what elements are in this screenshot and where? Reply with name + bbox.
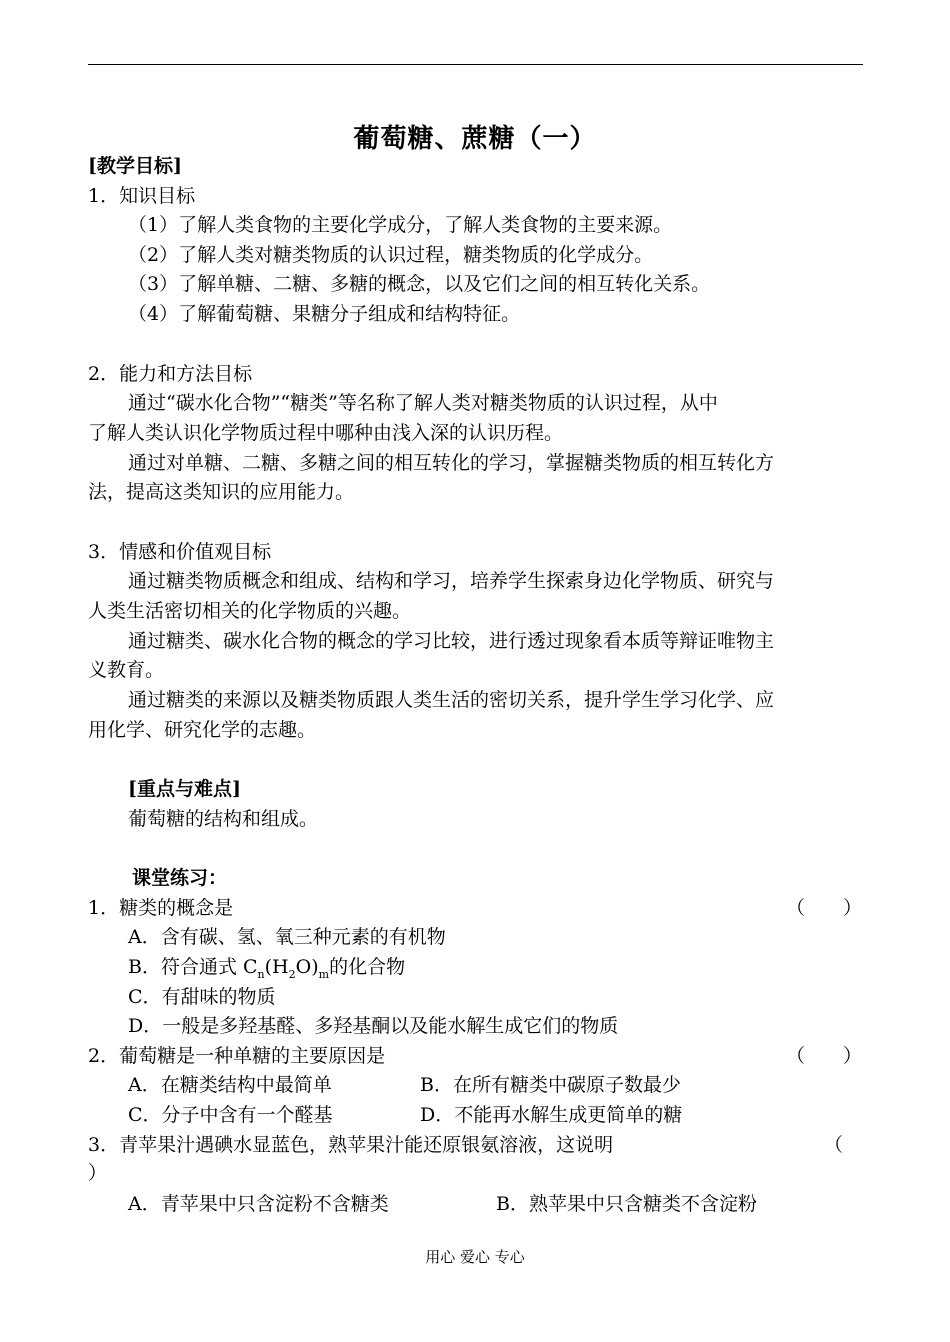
question-stem: 2．葡萄糖是一种单糖的主要原因是 <box>88 1045 386 1067</box>
option-d: D．不能再水解生成更简单的糖 <box>420 1104 683 1126</box>
ability-paragraph-line: 通过对单糖、二糖、多糖之间的相互转化的学习，掌握糖类物质的相互转化方 <box>128 452 775 474</box>
ability-paragraph-line: 通过“碳水化合物”“糖类”等名称了解人类对糖类物质的认识过程，从中 <box>128 392 718 414</box>
teaching-goals-heading: [教学目标] <box>88 155 182 177</box>
question-stem: 1．糖类的概念是 <box>88 897 234 919</box>
emotion-paragraph-line: 用化学、研究化学的志趣。 <box>88 719 317 741</box>
option-c: C．分子中含有一个醛基 <box>128 1104 333 1126</box>
knowledge-goals-heading: 1．知识目标 <box>88 185 196 207</box>
knowledge-item: （1）了解人类食物的主要化学成分，了解人类食物的主要来源。 <box>128 214 673 236</box>
page-footer: 用心 爱心 专心 <box>425 1248 525 1266</box>
header-rule <box>88 64 863 65</box>
key-points-heading: [重点与难点] <box>128 778 241 800</box>
key-points-text: 葡萄糖的结构和组成。 <box>128 808 319 830</box>
answer-blank-close: ） <box>88 1162 108 1184</box>
knowledge-item: （2）了解人类对糖类物质的认识过程，糖类物质的化学成分。 <box>128 244 654 266</box>
emotion-paragraph-line: 人类生活密切相关的化学物质的兴趣。 <box>88 600 412 622</box>
emotion-paragraph-line: 通过糖类、碳水化合物的概念的学习比较，进行透过现象看本质等辩证唯物主 <box>128 630 775 652</box>
answer-blank-open: （ <box>824 1134 844 1156</box>
answer-blank: （ ） <box>786 1045 863 1067</box>
knowledge-item: （3）了解单糖、二糖、多糖的概念，以及它们之间的相互转化关系。 <box>128 273 711 295</box>
option-a: A．青苹果中只含淀粉不含糖类 <box>128 1193 389 1215</box>
option-b: B．熟苹果中只含糖类不含淀粉 <box>496 1193 757 1215</box>
option-d: D．一般是多羟基醛、多羟基酮以及能水解生成它们的物质 <box>128 1015 619 1037</box>
option-b: B．在所有糖类中碳原子数最少 <box>420 1074 681 1096</box>
knowledge-item: （4）了解葡萄糖、果糖分子组成和结构特征。 <box>128 303 521 325</box>
emotion-paragraph-line: 义教育。 <box>88 659 165 681</box>
exercises-heading: 课堂练习： <box>132 867 228 889</box>
question-stem: 3．青苹果汁遇碘水显蓝色，熟苹果汁能还原银氨溶液，这说明 <box>88 1134 614 1156</box>
emotion-paragraph-line: 通过糖类物质概念和组成、结构和学习，培养学生探索身边化学物质、研究与 <box>128 570 775 592</box>
ability-paragraph-line: 了解人类认识化学物质过程中哪种由浅入深的认识历程。 <box>88 422 564 444</box>
emotion-paragraph-line: 通过糖类的来源以及糖类物质跟人类生活的密切关系，提升学生学习化学、应 <box>128 689 775 711</box>
option-a: A．含有碳、氢、氧三种元素的有机物 <box>128 926 446 948</box>
option-b: B．符合通式 $C_n(H_2O)_m$的化合物 <box>128 956 406 981</box>
ability-goals-heading: 2．能力和方法目标 <box>88 363 253 385</box>
page-title: 葡萄糖、蔗糖（一） <box>353 124 597 154</box>
ability-paragraph-line: 法，提高这类知识的应用能力。 <box>88 481 355 503</box>
option-c: C．有甜味的物质 <box>128 986 276 1008</box>
answer-blank: （ ） <box>786 897 863 919</box>
emotion-goals-heading: 3．情感和价值观目标 <box>88 541 272 563</box>
option-a: A．在糖类结构中最简单 <box>128 1074 332 1096</box>
